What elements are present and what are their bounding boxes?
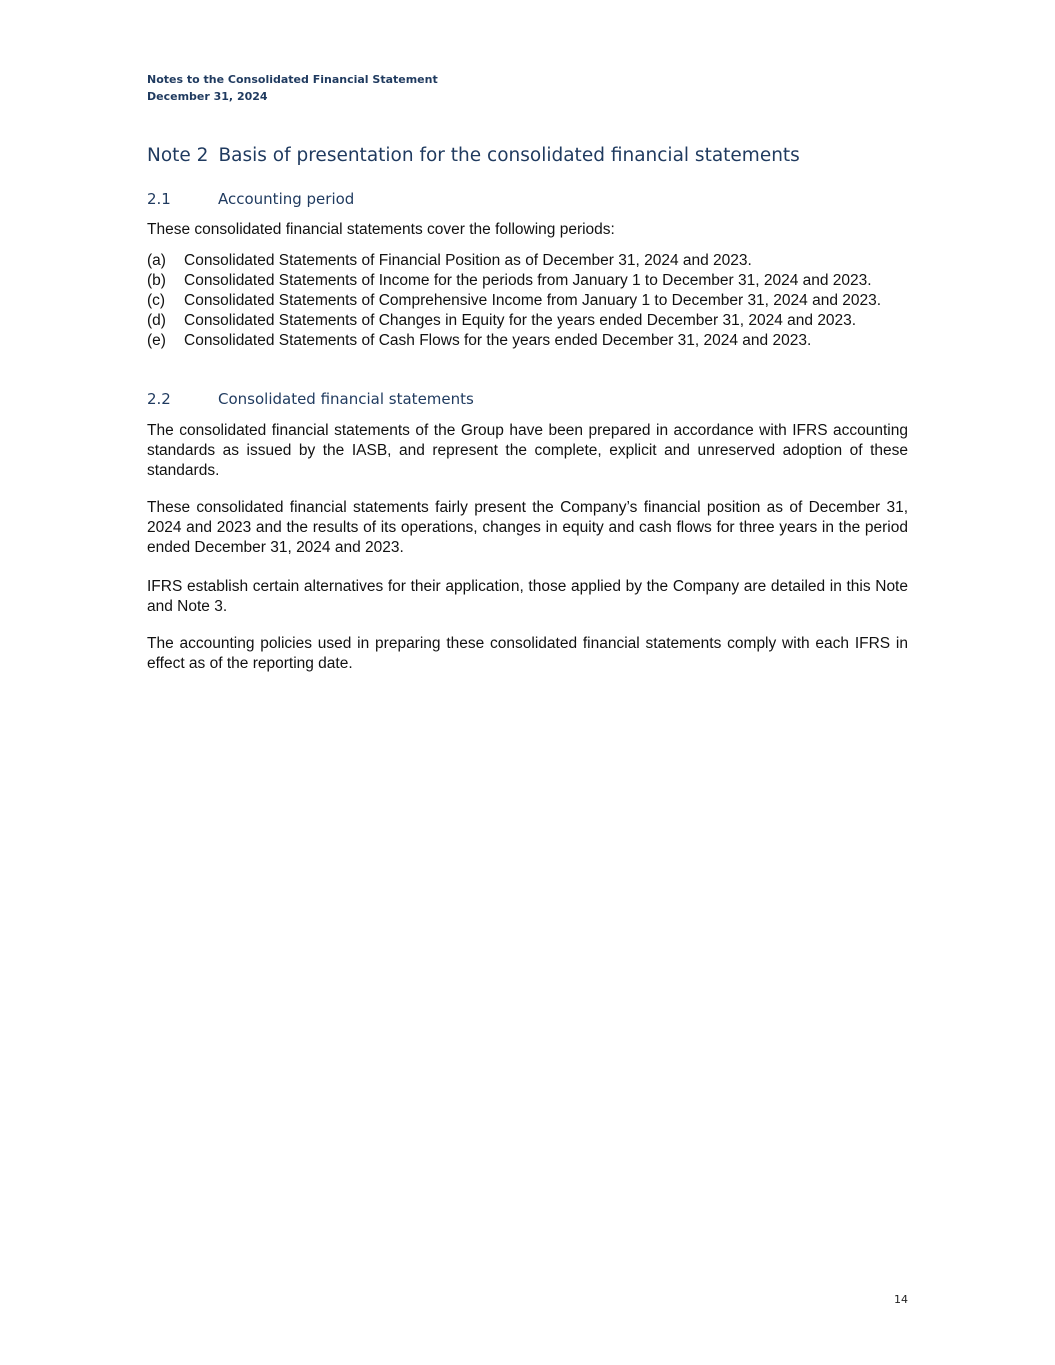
section-title: Consolidated financial statements [218, 390, 474, 408]
section-title: Accounting period [218, 190, 355, 208]
page-number: 14 [894, 1293, 908, 1306]
list-item-text: Consolidated Statements of Changes in Equity for the years ended December 31, 2024 and 2023. [184, 312, 857, 329]
header-title: Notes to the Consolidated Financial Statement [147, 73, 438, 86]
periods-list [147, 251, 917, 351]
note-number: Note 2 [147, 145, 209, 166]
paragraph: IFRS establish certain alternatives for their application, those applied by the Company are detailed in this Note and Note 3. [147, 578, 908, 615]
running-header [147, 71, 438, 105]
paragraph: The accounting policies used in preparing these consolidated financial statements comply with each IFRS in effect as of the reporting date. [147, 635, 908, 672]
section-heading-2-2 [147, 390, 474, 408]
section-intro: These consolidated financial statements cover the following periods: [147, 221, 615, 238]
list-marker: (e) [147, 332, 166, 349]
list-item-text: Consolidated Statements of Income for the periods from January 1 to December 31, 2024 and 2023. [184, 272, 872, 289]
list-item [147, 311, 917, 331]
list-item-text: Consolidated Statements of Cash Flows for the years ended December 31, 2024 and 2023. [184, 332, 812, 349]
list-marker: (d) [147, 312, 166, 329]
section-number: 2.1 [147, 190, 171, 208]
section-heading-2-1 [147, 190, 354, 208]
list-item [147, 271, 917, 291]
list-item-text: Consolidated Statements of Comprehensive Income from January 1 to December 31, 2024 and 2023. [184, 292, 882, 309]
list-item [147, 291, 917, 311]
list-marker: (a) [147, 252, 166, 269]
list-marker: (b) [147, 272, 166, 289]
paragraph: The consolidated financial statements of the Group have been prepared in accordance with IFRS accounting standards as issued by the IASB, and represent the complete, explicit and unreserved adoption of these standards. [147, 422, 908, 479]
list-item [147, 331, 917, 351]
list-marker: (c) [147, 292, 166, 309]
header-date: December 31, 2024 [147, 90, 268, 103]
list-item [147, 251, 917, 271]
note-title-text: Basis of presentation for the consolidated financial statements [218, 145, 800, 166]
note-title [147, 145, 800, 166]
list-item-text: Consolidated Statements of Financial Position as of December 31, 2024 and 2023. [184, 252, 752, 269]
section-number: 2.2 [147, 390, 171, 408]
paragraph: These consolidated financial statements fairly present the Company’s financial position as of December 31, 2024 and 2023 and the results of its operations, changes in equity and cash flows for three years in the period ended December 31, 2024 and 2023. [147, 499, 908, 556]
